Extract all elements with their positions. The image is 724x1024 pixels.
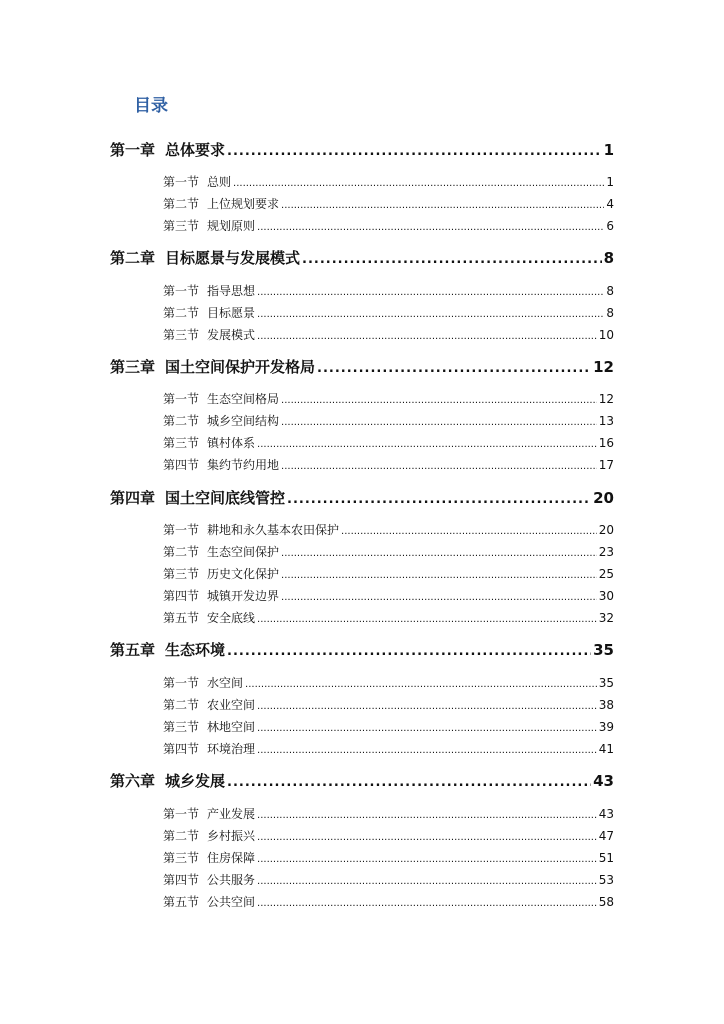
section-entry[interactable] bbox=[163, 718, 614, 736]
chapter-title: 城乡发展 bbox=[165, 772, 226, 790]
toc-title: 目录 bbox=[134, 96, 168, 116]
section-page: 13 bbox=[598, 414, 614, 428]
dot-leader bbox=[227, 139, 602, 163]
section-entry[interactable] bbox=[163, 696, 614, 714]
section-number: 第一节 bbox=[163, 284, 200, 298]
section-number: 第一节 bbox=[163, 807, 200, 821]
section-number: 第二节 bbox=[163, 197, 200, 211]
dot-leader bbox=[257, 718, 597, 738]
section-entry[interactable] bbox=[163, 543, 614, 561]
dot-leader bbox=[257, 434, 597, 454]
dot-leader bbox=[227, 639, 591, 663]
section-title: 上位规划要求 bbox=[207, 197, 280, 211]
chapter-number: 第三章 bbox=[110, 358, 156, 376]
section-title: 指导思想 bbox=[207, 284, 256, 298]
dot-leader bbox=[245, 674, 597, 694]
section-entry[interactable] bbox=[163, 805, 614, 823]
section-number: 第一节 bbox=[163, 676, 200, 690]
section-page: 41 bbox=[598, 742, 614, 756]
section-title: 历史文化保护 bbox=[207, 567, 280, 581]
section-page: 10 bbox=[598, 328, 614, 342]
section-title: 集约节约用地 bbox=[207, 458, 280, 472]
section-entry[interactable] bbox=[163, 304, 614, 322]
dot-leader bbox=[257, 849, 597, 869]
chapter-entry[interactable] bbox=[110, 487, 614, 509]
section-number: 第二节 bbox=[163, 698, 200, 712]
dot-leader bbox=[257, 304, 604, 324]
section-title: 发展模式 bbox=[207, 328, 256, 342]
chapter-entry[interactable] bbox=[110, 639, 614, 661]
section-title: 生态空间格局 bbox=[207, 392, 280, 406]
dot-leader bbox=[257, 893, 597, 913]
dot-leader bbox=[257, 805, 597, 825]
chapter-title: 国土空间底线管控 bbox=[165, 489, 286, 507]
section-title: 产业发展 bbox=[207, 807, 256, 821]
section-entry[interactable] bbox=[163, 217, 614, 235]
section-number: 第二节 bbox=[163, 829, 200, 843]
dot-leader bbox=[257, 740, 597, 760]
section-title: 城镇开发边界 bbox=[207, 589, 280, 603]
chapter-title: 总体要求 bbox=[165, 141, 226, 159]
section-title: 公共空间 bbox=[207, 895, 256, 909]
section-number: 第三节 bbox=[163, 851, 200, 865]
dot-leader bbox=[287, 487, 591, 511]
section-page: 16 bbox=[598, 436, 614, 450]
section-number: 第三节 bbox=[163, 328, 200, 342]
chapter-number: 第五章 bbox=[110, 641, 156, 659]
chapter-entry[interactable] bbox=[110, 770, 614, 792]
section-page: 25 bbox=[598, 567, 614, 581]
chapter-number: 第二章 bbox=[110, 249, 156, 267]
section-title: 环境治理 bbox=[207, 742, 256, 756]
dot-leader bbox=[281, 543, 597, 563]
section-title: 城乡空间结构 bbox=[207, 414, 280, 428]
section-number: 第一节 bbox=[163, 523, 200, 537]
section-entry[interactable] bbox=[163, 173, 614, 191]
chapter-page: 43 bbox=[593, 772, 614, 790]
section-page: 32 bbox=[598, 611, 614, 625]
section-entry[interactable] bbox=[163, 893, 614, 911]
section-entry[interactable] bbox=[163, 412, 614, 430]
section-page: 35 bbox=[598, 676, 614, 690]
section-entry[interactable] bbox=[163, 456, 614, 474]
section-number: 第四节 bbox=[163, 742, 200, 756]
section-title: 生态空间保护 bbox=[207, 545, 280, 559]
section-page: 47 bbox=[598, 829, 614, 843]
section-entry[interactable] bbox=[163, 674, 614, 692]
chapter-page: 1 bbox=[603, 141, 614, 159]
dot-leader bbox=[281, 565, 597, 585]
section-number: 第五节 bbox=[163, 611, 200, 625]
chapter-entry[interactable] bbox=[110, 139, 614, 161]
section-page: 6 bbox=[606, 219, 614, 233]
dot-leader bbox=[281, 587, 597, 607]
section-title: 总则 bbox=[207, 175, 232, 189]
section-entry[interactable] bbox=[163, 326, 614, 344]
dot-leader bbox=[302, 247, 602, 271]
section-title: 公共服务 bbox=[207, 873, 256, 887]
section-page: 12 bbox=[598, 392, 614, 406]
chapter-page: 8 bbox=[603, 249, 614, 267]
section-number: 第一节 bbox=[163, 392, 200, 406]
dot-leader bbox=[233, 173, 604, 193]
section-entry[interactable] bbox=[163, 390, 614, 408]
section-entry[interactable] bbox=[163, 740, 614, 758]
section-number: 第二节 bbox=[163, 414, 200, 428]
dot-leader bbox=[257, 282, 604, 302]
section-page: 58 bbox=[598, 895, 614, 909]
section-page: 1 bbox=[606, 175, 614, 189]
section-number: 第四节 bbox=[163, 458, 200, 472]
dot-leader bbox=[257, 326, 597, 346]
dot-leader bbox=[257, 609, 597, 629]
chapter-title: 国土空间保护开发格局 bbox=[165, 358, 316, 376]
section-title: 林地空间 bbox=[207, 720, 256, 734]
section-title: 住房保障 bbox=[207, 851, 256, 865]
chapter-number: 第一章 bbox=[110, 141, 156, 159]
chapter-title: 生态环境 bbox=[165, 641, 226, 659]
dot-leader bbox=[281, 390, 597, 410]
section-entry[interactable] bbox=[163, 195, 614, 213]
section-page: 4 bbox=[606, 197, 614, 211]
section-page: 38 bbox=[598, 698, 614, 712]
section-entry[interactable] bbox=[163, 282, 614, 300]
section-entry[interactable] bbox=[163, 849, 614, 867]
section-number: 第二节 bbox=[163, 306, 200, 320]
section-number: 第一节 bbox=[163, 175, 200, 189]
dot-leader bbox=[257, 696, 597, 716]
section-entry[interactable] bbox=[163, 565, 614, 583]
section-page: 8 bbox=[606, 306, 614, 320]
section-page: 53 bbox=[598, 873, 614, 887]
dot-leader bbox=[281, 412, 597, 432]
dot-leader bbox=[227, 770, 591, 794]
dot-leader bbox=[281, 195, 604, 215]
section-number: 第三节 bbox=[163, 436, 200, 450]
chapter-entry[interactable] bbox=[110, 356, 614, 378]
section-number: 第四节 bbox=[163, 873, 200, 887]
dot-leader bbox=[281, 456, 597, 476]
section-number: 第三节 bbox=[163, 219, 200, 233]
section-entry[interactable] bbox=[163, 587, 614, 605]
dot-leader bbox=[257, 871, 597, 891]
section-number: 第二节 bbox=[163, 545, 200, 559]
chapter-page: 35 bbox=[593, 641, 614, 659]
section-page: 51 bbox=[598, 851, 614, 865]
section-entry[interactable] bbox=[163, 871, 614, 889]
section-page: 39 bbox=[598, 720, 614, 734]
section-page: 8 bbox=[606, 284, 614, 298]
dot-leader bbox=[257, 827, 597, 847]
section-number: 第五节 bbox=[163, 895, 200, 909]
section-entry[interactable] bbox=[163, 609, 614, 627]
dot-leader bbox=[341, 521, 597, 541]
dot-leader bbox=[317, 356, 591, 380]
section-page: 43 bbox=[598, 807, 614, 821]
section-entry[interactable] bbox=[163, 434, 614, 452]
section-title: 乡村振兴 bbox=[207, 829, 256, 843]
section-entry[interactable] bbox=[163, 827, 614, 845]
chapter-page: 12 bbox=[593, 358, 614, 376]
section-title: 目标愿景 bbox=[207, 306, 256, 320]
chapter-title: 目标愿景与发展模式 bbox=[165, 249, 301, 267]
chapter-number: 第四章 bbox=[110, 489, 156, 507]
section-page: 23 bbox=[598, 545, 614, 559]
section-title: 安全底线 bbox=[207, 611, 256, 625]
section-page: 17 bbox=[598, 458, 614, 472]
section-page: 20 bbox=[598, 523, 614, 537]
dot-leader bbox=[257, 217, 604, 237]
section-title: 镇村体系 bbox=[207, 436, 256, 450]
section-entry[interactable] bbox=[163, 521, 614, 539]
chapter-number: 第六章 bbox=[110, 772, 156, 790]
section-title: 水空间 bbox=[207, 676, 244, 690]
section-title: 农业空间 bbox=[207, 698, 256, 712]
chapter-page: 20 bbox=[593, 489, 614, 507]
section-number: 第四节 bbox=[163, 589, 200, 603]
chapter-entry[interactable] bbox=[110, 247, 614, 269]
section-title: 耕地和永久基本农田保护 bbox=[207, 523, 340, 537]
section-number: 第三节 bbox=[163, 567, 200, 581]
section-title: 规划原则 bbox=[207, 219, 256, 233]
section-number: 第三节 bbox=[163, 720, 200, 734]
section-page: 30 bbox=[598, 589, 614, 603]
